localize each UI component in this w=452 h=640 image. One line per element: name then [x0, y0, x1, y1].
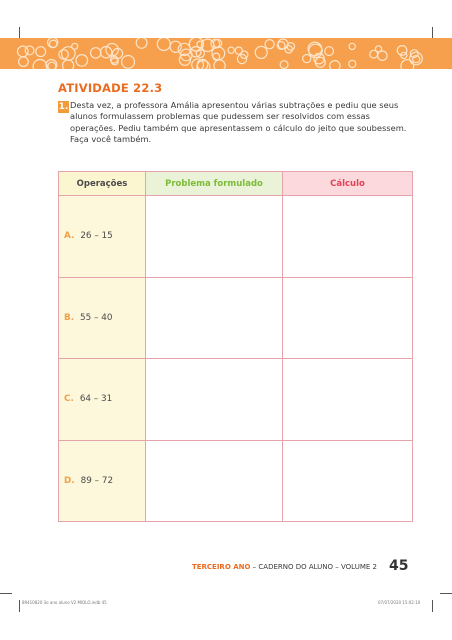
print-slug-right: 07/07/2020 15:02:10: [378, 600, 421, 605]
pattern-circle: [33, 60, 47, 70]
calculation-answer-cell[interactable]: [283, 440, 413, 522]
pattern-circle: [330, 61, 340, 69]
pattern-circle: [303, 55, 311, 63]
circle-pattern: [0, 38, 452, 69]
pattern-circle: [265, 40, 274, 49]
print-slug-left: 89410820 3o ano aluno V2 MIOLO.indb 45: [22, 600, 107, 605]
header-operations: Operações: [59, 172, 146, 196]
pattern-circle: [228, 47, 234, 53]
pattern-circle: [255, 46, 267, 58]
pattern-circle: [76, 55, 88, 67]
pattern-circle: [18, 46, 29, 57]
pattern-circle: [349, 60, 356, 67]
pattern-circle: [280, 61, 288, 69]
pattern-circle: [237, 54, 246, 63]
problem-answer-cell[interactable]: [146, 277, 283, 359]
table-row: [59, 196, 413, 278]
page-number: 45: [389, 558, 409, 574]
operation-cell: [59, 440, 146, 522]
header-problem: Problema formulado: [146, 172, 283, 196]
pattern-circle: [214, 60, 225, 69]
pattern-circle: [170, 41, 181, 52]
operation-cell: [59, 359, 146, 441]
problem-answer-cell[interactable]: [146, 440, 283, 522]
operation-text: 89 – 72: [80, 475, 114, 486]
pattern-circle: [401, 60, 414, 69]
pattern-circle: [36, 47, 46, 57]
operation-text: 64 – 31: [79, 394, 113, 405]
pattern-circle: [91, 48, 101, 58]
operation-text: 55 – 40: [80, 312, 113, 323]
crop-mark: [432, 600, 433, 612]
pattern-circle: [19, 57, 29, 67]
pattern-circle: [315, 57, 325, 67]
pattern-circle: [397, 46, 407, 56]
row-letter: C.: [64, 394, 74, 405]
calculation-answer-cell[interactable]: [283, 196, 413, 278]
page-footer: [192, 563, 377, 571]
calculation-answer-cell[interactable]: [283, 359, 413, 441]
crop-mark: [0, 593, 12, 594]
pattern-circle: [349, 43, 355, 49]
pattern-circle: [48, 62, 56, 69]
pattern-circle: [122, 56, 135, 69]
row-letter: B.: [64, 312, 75, 323]
row-letter: A.: [64, 231, 75, 242]
question-text: Desta vez, a professora Amália apresentou várias subtrações e pediu que seus alunos formulassem problemas que pudessem ser resolvidos com essas operações. Pediu também que apresentassem o cálculo do jeito que soubessem. Faça você também.: [70, 100, 407, 144]
table-header-row: [59, 172, 413, 196]
table-row: [59, 359, 413, 441]
pattern-circle: [136, 38, 147, 48]
crop-mark: [19, 600, 20, 612]
pattern-circle: [63, 60, 74, 69]
pattern-circle: [235, 47, 242, 54]
table-row: [59, 277, 413, 359]
pattern-circle: [325, 47, 334, 56]
pattern-circle: [157, 38, 170, 51]
operation-cell: [59, 277, 146, 359]
pattern-circle: [378, 51, 387, 60]
header-calculation: Cálculo: [283, 172, 413, 196]
pattern-circle: [72, 43, 78, 49]
crop-mark: [440, 593, 452, 594]
header-band: [0, 38, 452, 69]
pattern-circle: [278, 39, 288, 49]
row-letter: D.: [64, 475, 75, 486]
problem-answer-cell[interactable]: [146, 359, 283, 441]
table-row: [59, 440, 413, 522]
footer-book: – CADERNO DO ALUNO – VOLUME 2: [250, 563, 377, 571]
activity-title: ATIVIDADE 22.3: [58, 81, 163, 95]
operation-cell: [59, 196, 146, 278]
question-number: 1.: [58, 102, 69, 112]
pattern-circle: [50, 40, 57, 47]
footer-grade: TERCEIRO ANO: [191, 563, 251, 571]
problem-answer-cell[interactable]: [146, 196, 283, 278]
operations-table: [58, 171, 413, 522]
operation-text: 26 – 15: [80, 231, 113, 242]
calculation-answer-cell[interactable]: [283, 277, 413, 359]
